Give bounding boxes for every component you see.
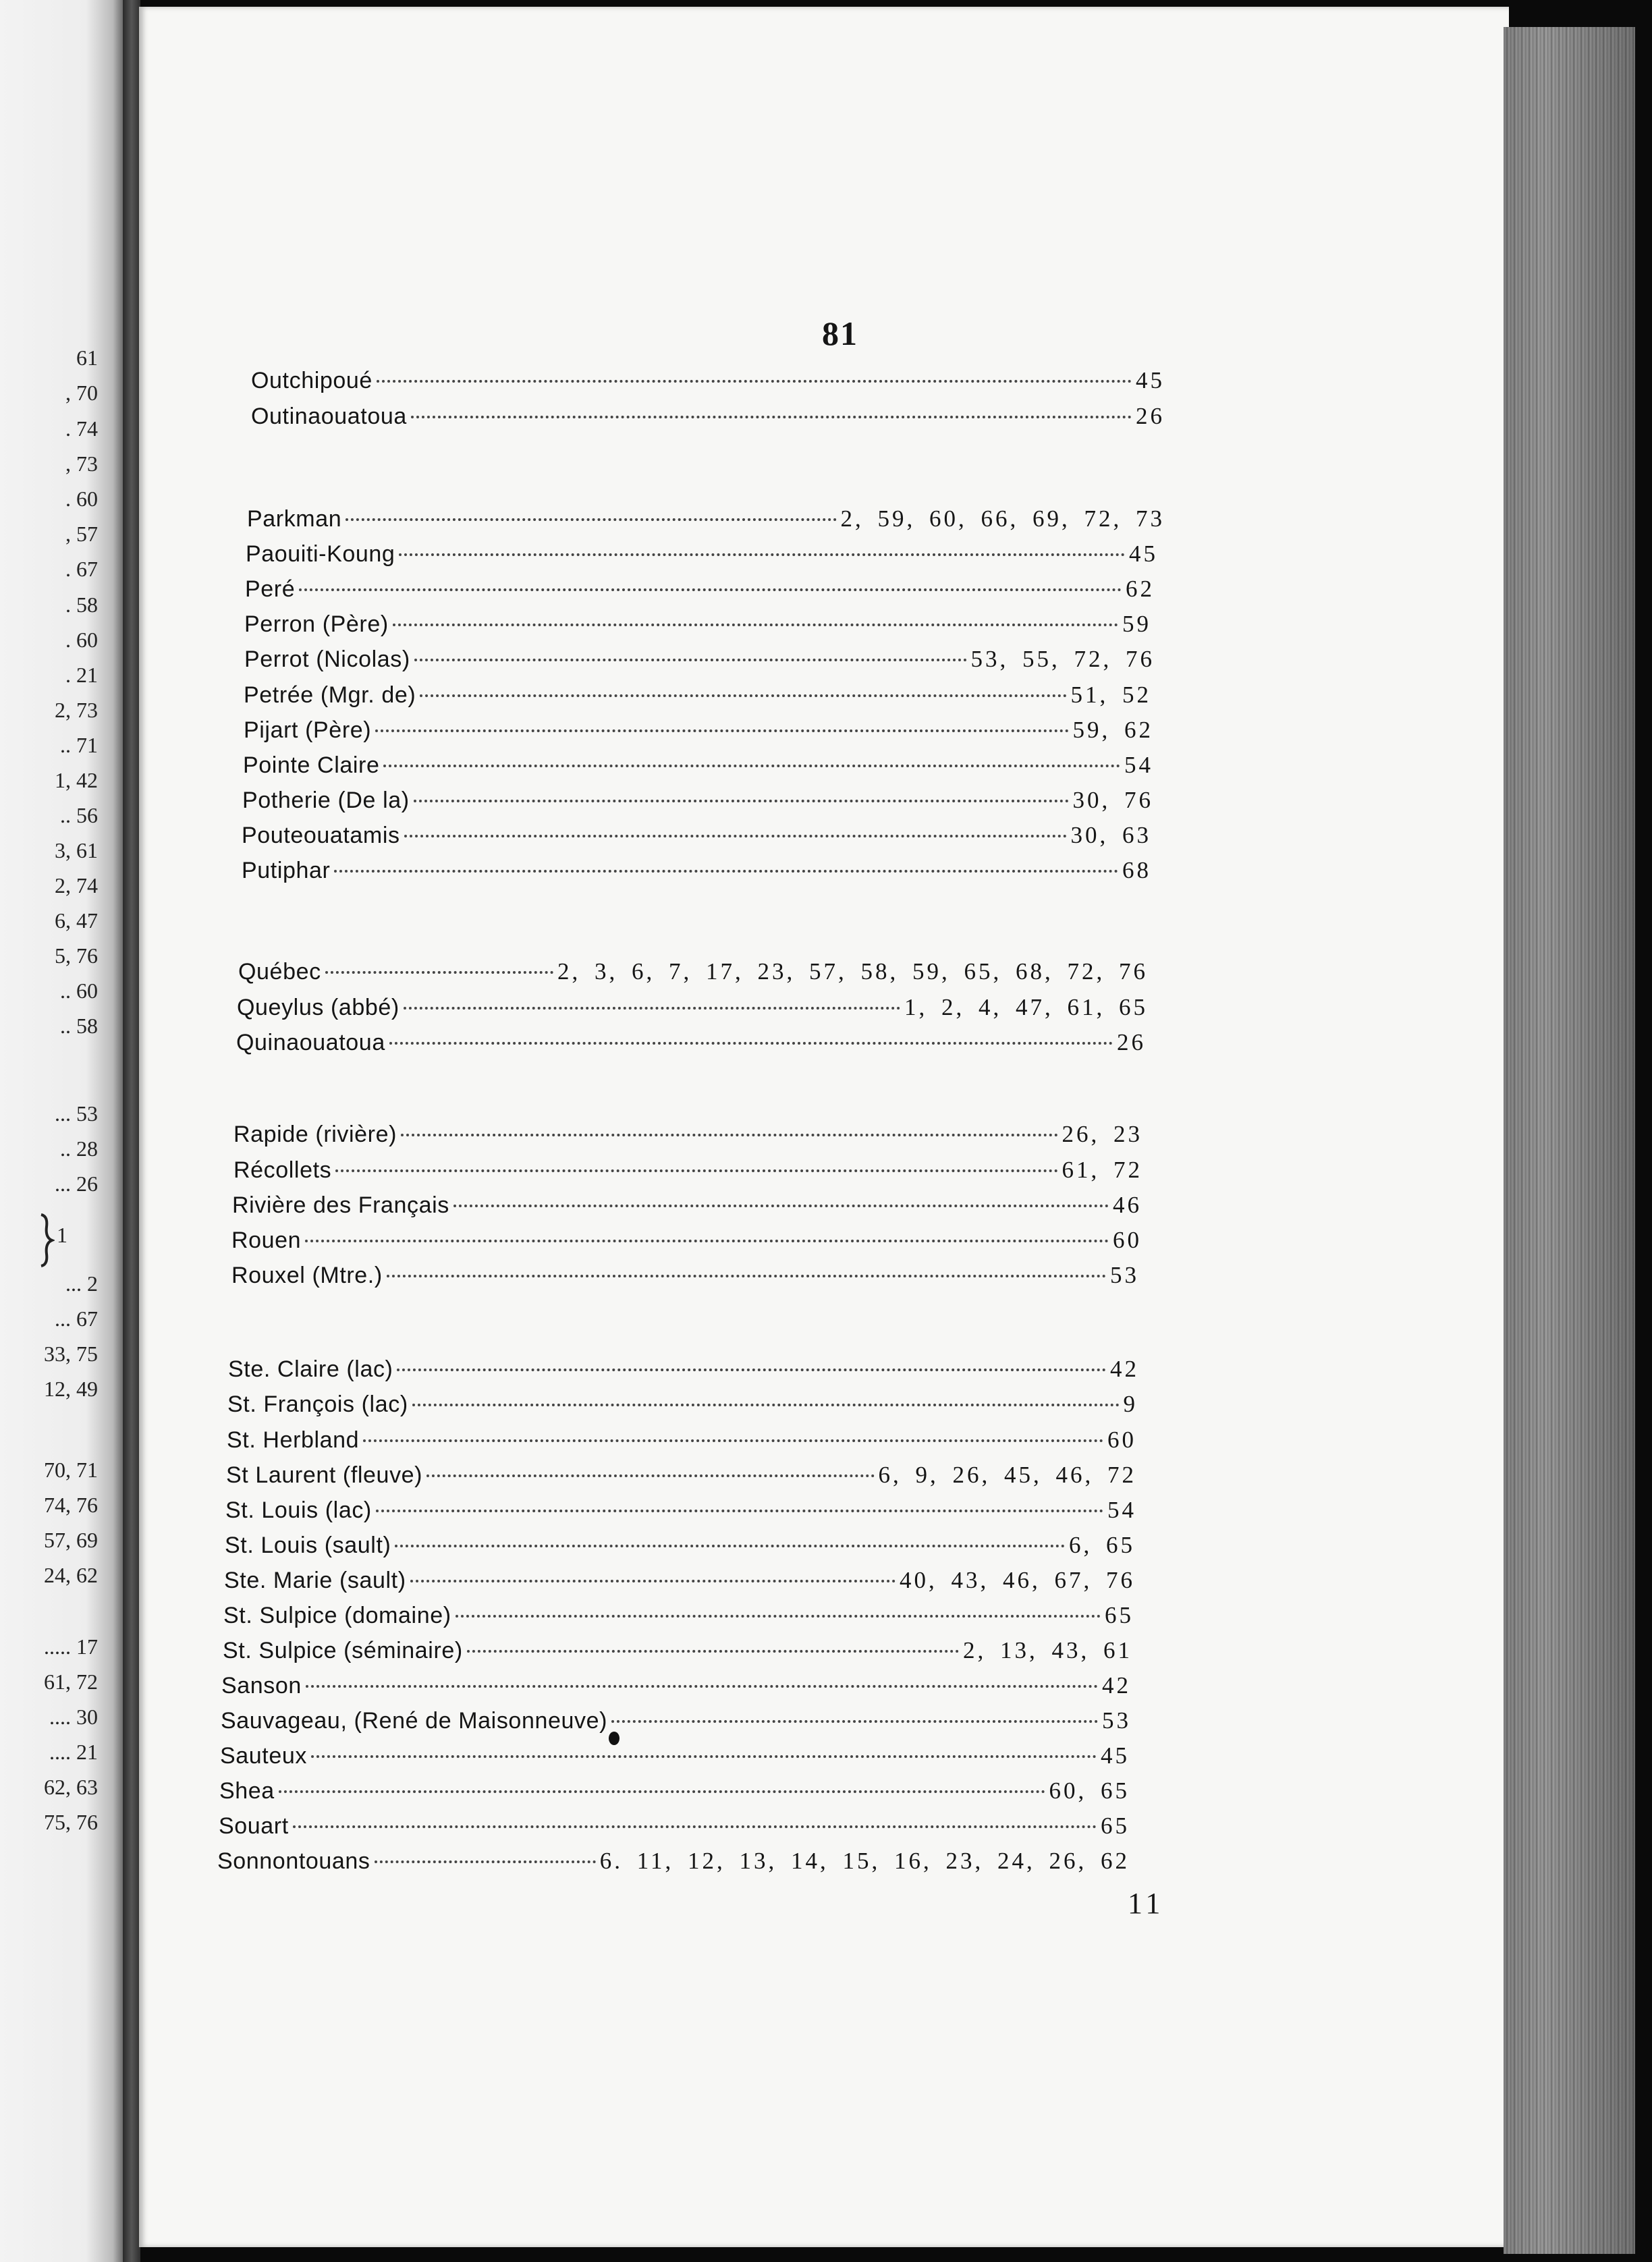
page-references: 53, 55, 72, 76 [970, 646, 1155, 672]
index-term: St. François (lac) [227, 1391, 408, 1417]
ink-blot [609, 1732, 620, 1745]
index-term: Rouen [231, 1227, 302, 1253]
index-term: St. Louis (sault) [225, 1533, 391, 1558]
dot-leader [453, 1205, 1109, 1207]
page-references: 51, 52 [1070, 682, 1151, 708]
dot-leader [404, 1007, 900, 1010]
index-entry [219, 1775, 1130, 1807]
page-references: 26 [1117, 1029, 1146, 1055]
dot-leader [325, 971, 553, 974]
page-references: 65 [1105, 1602, 1134, 1628]
dot-leader [420, 694, 1066, 697]
page-references: 60, 65 [1049, 1777, 1130, 1804]
page-references: 45 [1101, 1742, 1130, 1769]
dot-leader [279, 1790, 1045, 1793]
dot-leader [401, 1134, 1057, 1136]
facing-page-number: 57, 69 [44, 1528, 98, 1552]
index-term: Petrée (Mgr. de) [244, 682, 416, 708]
index-entry [246, 538, 1158, 570]
facing-page-number: . 21 [65, 663, 98, 687]
facing-page-number: 70, 71 [44, 1458, 98, 1482]
index-entry [236, 1026, 1146, 1059]
page-references: 54 [1107, 1497, 1136, 1523]
facing-page-number: .... 21 [49, 1740, 98, 1764]
facing-page-number: 2, 74 [55, 873, 98, 898]
dot-leader [414, 800, 1069, 802]
index-entry [251, 400, 1165, 433]
facing-page-number: , 57 [65, 522, 98, 546]
facing-page-number: .. 56 [60, 803, 98, 827]
index-term: Ste. Claire (lac) [228, 1356, 393, 1382]
page-references: 61, 72 [1062, 1157, 1142, 1183]
dot-leader [334, 870, 1118, 873]
index-term: Ste. Marie (sault) [224, 1568, 406, 1593]
page-number: 81 [822, 314, 858, 352]
index-term: Sonnontouans [217, 1848, 370, 1874]
facing-page-number: . 58 [65, 592, 98, 617]
dot-leader [363, 1439, 1103, 1442]
facing-page-number: ..... 17 [44, 1634, 98, 1659]
dot-leader [412, 1404, 1120, 1406]
index-term: Perrot (Nicolas) [244, 646, 410, 672]
index-term: Perron (Père) [244, 611, 389, 637]
facing-page-number: 24, 62 [44, 1563, 98, 1587]
facing-page-number: .. 28 [60, 1136, 98, 1161]
index-entry [223, 1634, 1132, 1667]
facing-page-number: 1, 42 [55, 768, 98, 792]
dot-leader [410, 1580, 896, 1582]
index-entry [225, 1529, 1135, 1562]
index-entry [223, 1599, 1134, 1632]
index-term: St Laurent (fleuve) [226, 1462, 423, 1488]
index-entry [242, 854, 1151, 887]
index-entry [233, 1154, 1142, 1186]
facing-page-number: 74, 76 [44, 1493, 98, 1517]
dot-leader [383, 765, 1120, 767]
page-references: 60 [1107, 1427, 1136, 1453]
dot-leader [397, 1369, 1106, 1371]
index-entry [244, 643, 1155, 675]
index-entry [228, 1353, 1139, 1385]
index-entry [242, 784, 1153, 817]
facing-page-number: . 74 [65, 416, 98, 441]
page-references: 42 [1102, 1672, 1131, 1699]
facing-page-number: ... 26 [55, 1171, 98, 1196]
dot-leader [414, 659, 967, 661]
dot-leader [376, 1510, 1103, 1512]
facing-page-number: ... 67 [55, 1306, 98, 1331]
index-entry [244, 714, 1153, 746]
index-page [139, 7, 1509, 2247]
facing-page-number: . 60 [65, 487, 98, 511]
page-references: 62 [1126, 576, 1155, 602]
dot-leader [306, 1685, 1098, 1688]
index-entry [232, 1189, 1142, 1221]
index-term: Sanson [221, 1673, 302, 1699]
index-term: Rouxel (Mtre.) [231, 1263, 383, 1288]
page-references: 30, 76 [1072, 787, 1153, 813]
index-term: Parkman [247, 506, 342, 532]
facing-page-number: 5, 76 [55, 943, 98, 968]
dot-leader [299, 588, 1122, 591]
index-entry [221, 1705, 1131, 1737]
index-term: St. Herbland [227, 1427, 360, 1453]
index-term: Pouteouatamis [242, 823, 400, 848]
facing-page-number: 2, 73 [55, 698, 98, 722]
dot-leader [375, 729, 1068, 732]
index-term: Potherie (De la) [242, 788, 410, 813]
index-term: St. Louis (lac) [225, 1497, 372, 1523]
dot-leader [393, 624, 1118, 626]
page-references: 45 [1129, 541, 1158, 567]
dot-leader [375, 1860, 596, 1863]
index-entry [237, 991, 1148, 1024]
page-references: 45 [1136, 367, 1165, 393]
dot-leader [456, 1615, 1101, 1618]
facing-page-number: 1 [57, 1223, 67, 1247]
page-references: 1, 2, 4, 47, 61, 65 [904, 994, 1148, 1020]
index-entry [243, 749, 1153, 781]
index-term: Rivière des Français [232, 1192, 449, 1218]
facing-page-number: . 67 [65, 557, 98, 581]
page-references: 6. 11, 12, 13, 14, 15, 16, 23, 24, 26, 62 [599, 1848, 1130, 1874]
brace-mark [37, 1213, 55, 1267]
index-term: Peré [245, 576, 296, 602]
page-references: 26 [1136, 403, 1165, 429]
book-binding [123, 0, 140, 2262]
index-entry [244, 679, 1151, 711]
index-entry [221, 1670, 1131, 1702]
index-term: Sauteux [220, 1743, 307, 1769]
index-entry [231, 1259, 1139, 1292]
index-term: Paouiti-Koung [246, 541, 395, 567]
facing-page-number: 12, 49 [44, 1377, 98, 1401]
page-references: 30, 63 [1070, 822, 1151, 848]
page-references: 2, 3, 6, 7, 17, 23, 57, 58, 59, 65, 68, 72, 76 [557, 958, 1148, 985]
facing-page-number: ... 2 [65, 1271, 98, 1296]
facing-page-number: 6, 47 [55, 908, 98, 933]
facing-page-number: .. 60 [60, 978, 98, 1003]
dot-leader [335, 1169, 1057, 1172]
index-entry [227, 1388, 1138, 1420]
page-references: 2, 13, 43, 61 [963, 1637, 1132, 1663]
index-entry [251, 364, 1165, 397]
dot-leader [426, 1474, 874, 1477]
index-entry [238, 956, 1148, 988]
index-entry [233, 1118, 1142, 1151]
facing-page-number: , 73 [65, 451, 98, 476]
page-references: 9 [1123, 1391, 1138, 1417]
dot-leader [293, 1825, 1097, 1828]
index-entry [219, 1810, 1130, 1842]
facing-page-number: . 60 [65, 628, 98, 652]
dot-leader [377, 380, 1132, 383]
index-term: Quinaouatoua [236, 1030, 385, 1055]
dot-leader [305, 1240, 1109, 1242]
page-references: 59 [1122, 611, 1151, 637]
signature-mark: 11 [1128, 1887, 1165, 1920]
index-term: St. Sulpice (séminaire) [223, 1638, 463, 1663]
page-references: 2, 59, 60, 66, 69, 72, 73 [840, 505, 1165, 532]
facing-page-number: 62, 63 [44, 1775, 98, 1799]
index-term: Récollets [233, 1157, 332, 1183]
index-entry [245, 573, 1155, 605]
index-entry [224, 1564, 1135, 1597]
index-entry [244, 608, 1151, 640]
dot-leader [399, 553, 1125, 556]
dot-leader [611, 1720, 1098, 1723]
facing-page-number: 75, 76 [44, 1810, 98, 1834]
page-references: 46 [1113, 1192, 1142, 1218]
facing-page [0, 0, 123, 2262]
dot-leader [467, 1650, 959, 1653]
index-term: Sauvageau, (René de Maisonneuve) [221, 1708, 608, 1734]
index-entry [220, 1740, 1130, 1772]
dot-leader [395, 1545, 1065, 1547]
page-references: 68 [1122, 857, 1151, 883]
index-entry [227, 1424, 1136, 1456]
index-entry [247, 503, 1165, 535]
facing-page-number: 3, 61 [55, 838, 98, 862]
index-term: Putiphar [242, 858, 331, 883]
page-references: 65 [1101, 1813, 1130, 1839]
dot-leader [389, 1042, 1113, 1045]
dot-leader [346, 518, 836, 521]
page-references: 53 [1102, 1707, 1131, 1734]
facing-page-number: 61 [76, 346, 98, 370]
page-references: 6, 9, 26, 45, 46, 72 [878, 1462, 1136, 1488]
facing-page-number: ... 53 [55, 1101, 98, 1126]
index-term: St. Sulpice (domaine) [223, 1603, 451, 1628]
dot-leader [404, 835, 1067, 837]
index-entry [225, 1494, 1136, 1526]
page-references: 54 [1124, 752, 1153, 778]
facing-page-number: .... 30 [49, 1705, 98, 1729]
index-term: Pijart (Père) [244, 717, 372, 743]
index-term: Outinaouatoua [251, 404, 407, 429]
page-references: 26, 23 [1062, 1121, 1142, 1147]
facing-page-number: , 70 [65, 381, 98, 405]
index-term: Souart [219, 1813, 289, 1839]
facing-page-number: .. 58 [60, 1014, 98, 1038]
facing-page-number: .. 71 [60, 733, 98, 757]
page-references: 40, 43, 46, 67, 76 [900, 1567, 1135, 1593]
dot-leader [311, 1755, 1097, 1758]
index-entry [217, 1845, 1130, 1877]
page-references: 60 [1113, 1227, 1142, 1253]
facing-page-number: 61, 72 [44, 1670, 98, 1694]
page-references: 6, 65 [1069, 1532, 1135, 1558]
page-references: 59, 62 [1072, 717, 1153, 743]
index-term: Shea [219, 1778, 275, 1804]
index-entry [242, 819, 1151, 852]
index-term: Québec [238, 959, 321, 985]
index-entry [231, 1224, 1142, 1257]
index-term: Rapide (rivière) [233, 1122, 397, 1147]
page-references: 42 [1110, 1356, 1139, 1382]
dot-leader [411, 416, 1132, 418]
index-term: Pointe Claire [243, 752, 380, 778]
page-references: 53 [1110, 1262, 1139, 1288]
dot-leader [387, 1275, 1106, 1277]
index-term: Outchipoué [251, 368, 373, 393]
facing-page-number: 33, 75 [44, 1342, 98, 1366]
index-term: Queylus (abbé) [237, 995, 400, 1020]
index-entry [226, 1459, 1136, 1491]
